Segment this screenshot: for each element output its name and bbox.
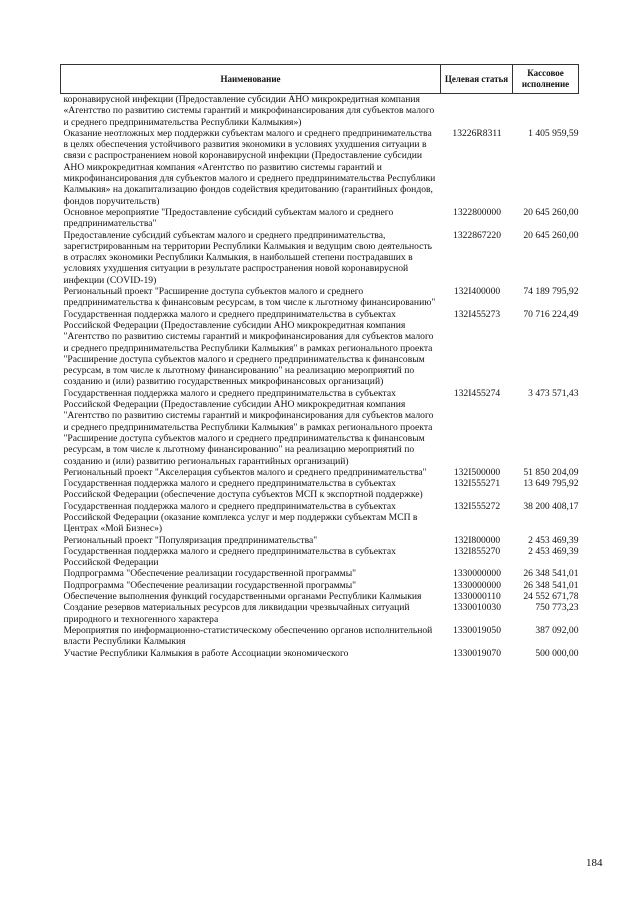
row-sum-cell: 13 649 795,92 xyxy=(523,478,579,490)
row-code-cell: 132I555272 xyxy=(453,500,501,512)
row-name-cell: Создание резервов материальных ресурсов для ликвидации чрезвычайных ситуаций природного и техногенного характера xyxy=(63,602,410,625)
budget-table xyxy=(60,64,579,659)
row-code-cell: 1330000110 xyxy=(453,591,501,603)
row-code-cell: 13226R8311 xyxy=(452,127,502,139)
row-code-cell: 132I500000 xyxy=(453,466,501,478)
row-name-cell: Подпрограмма "Обеспечение реализации государственной программы" xyxy=(63,568,357,580)
table-row xyxy=(61,648,579,659)
row-name-cell: Государственная поддержка малого и среднего предпринимательства в субъектах Российской Федерации (обеспечение доступа субъектов МСП к экспортной поддержке) xyxy=(63,478,423,501)
row-name-cell: Мероприятия по информационно-статистическому обеспечению органов исполнительной власти Республики Калмыкия xyxy=(63,624,433,648)
row-code-cell: 1330019070 xyxy=(453,647,501,659)
row-code-cell: 132I800000 xyxy=(453,534,501,546)
row-name-cell: Региональный проект "Популяризация предпринимательства" xyxy=(63,534,318,546)
row-code-cell: 132I455274 xyxy=(453,387,501,399)
page-number: 184 xyxy=(586,857,603,869)
row-name-cell: Региональный проект "Расширение доступа субъектов малого и среднего предпринимательства к финансовым ресурсам, в том числе к льготному финансированию" xyxy=(63,286,436,309)
row-sum-cell: 26 348 541,01 xyxy=(523,579,579,591)
table-header xyxy=(61,65,579,94)
table-row xyxy=(61,625,579,648)
row-name-cell: Государственная поддержка малого и среднего предпринимательства в субъектах Российской Федерации (Предоставление субсидии АНО микрокредитная компания "Агентство по развитию системы гарантий и микрофинансирования для субъектов малого и среднего предпринимательства Республики Калмыкия" в рамках регионального проекта "Расширение доступа субъектов малого и среднего предпринимательства к финансовым ресурсам, в том числе к льготному финансированию" на реализацию мероприятий по созданию и (или) развитию государственных микрофинансовых организаций) xyxy=(63,308,434,388)
row-sum-cell: 20 645 260,00 xyxy=(523,206,579,218)
row-sum-cell: 2 453 469,39 xyxy=(528,545,579,557)
table-row xyxy=(61,478,579,501)
row-code-cell: 1330019050 xyxy=(453,624,501,636)
row-sum-cell: 74 189 795,92 xyxy=(523,286,579,298)
header-row xyxy=(61,65,579,94)
row-name-cell: Региональный проект "Акселерация субъектов малого и среднего предпринимательства" xyxy=(63,466,427,478)
row-sum-cell: 500 000,00 xyxy=(535,647,579,659)
table-row xyxy=(61,128,579,207)
budget-table-sheet xyxy=(60,64,578,659)
table-row xyxy=(61,580,579,591)
table-row xyxy=(61,309,579,388)
row-code-cell: 1330010030 xyxy=(453,602,501,614)
row-code-cell: 1330000000 xyxy=(453,568,501,580)
row-sum-cell: 750 773,23 xyxy=(535,602,579,614)
header-code: Целевая статья xyxy=(441,65,513,94)
row-sum-cell: 1 405 959,59 xyxy=(528,127,579,139)
row-name-cell: Участие Республики Калмыкия в работе Ассоциации экономического xyxy=(63,647,349,659)
table-row xyxy=(61,568,579,579)
row-code-cell: 132I555271 xyxy=(453,478,501,490)
row-name-cell: Основное мероприятие "Предоставление субсидий субъектам малого и среднего предпринимательства" xyxy=(63,206,394,230)
table-row xyxy=(61,546,579,569)
row-name-cell: коронавирусной инфекции (Предоставление субсидии АНО микрокредитная компания «Агентство по развитию системы гарантий и микрофинансирования для субъектов малого и среднего предпринимательства Республики Калмыкия») xyxy=(63,94,435,128)
row-sum-cell: 2 453 469,39 xyxy=(528,534,579,546)
row-code-cell xyxy=(441,94,513,128)
table-row xyxy=(61,602,579,625)
table-row xyxy=(61,94,579,128)
row-sum-cell: 3 473 571,43 xyxy=(528,387,579,399)
row-code-cell: 1322800000 xyxy=(453,206,501,218)
row-sum-cell: 26 348 541,01 xyxy=(523,568,579,580)
row-sum-cell: 387 092,00 xyxy=(535,624,579,636)
row-name-cell: Государственная поддержка малого и среднего предпринимательства в субъектах Российской Федерации (оказание комплекса услуг и мер поддержки субъектам МСП в Центрах «Мой Бизнес») xyxy=(63,500,418,535)
row-sum-cell: 70 716 224,49 xyxy=(523,308,579,320)
table-row xyxy=(61,207,579,230)
row-name-cell: Предоставление субсидий субъектам малого и среднего предпринимательства, зарегистрированным на территории Республики Калмыкия и ведущим свою деятельность в отраслях экономики Республики Калмыкия, в наибольшей степени пострадавших в условиях ухудшения ситуации в результате распространения новой коронавирусной инфекции (COVID-19) xyxy=(63,229,433,286)
table-row xyxy=(61,467,579,478)
row-code-cell: 132I855270 xyxy=(453,545,501,557)
table-row xyxy=(61,388,579,467)
row-code-cell: 132I400000 xyxy=(453,286,501,298)
table-body xyxy=(61,94,579,659)
row-code-cell: 132I455273 xyxy=(453,308,501,320)
row-name-cell: Подпрограмма "Обеспечение реализации государственной программы" xyxy=(63,579,357,591)
table-row xyxy=(61,591,579,602)
table-row xyxy=(61,501,579,535)
table-row xyxy=(61,535,579,546)
header-name: Наименование xyxy=(61,65,441,94)
row-name-cell: Государственная поддержка малого и среднего предпринимательства в субъектах Российской Федерации (Предоставление субсидии АНО микрокредитная компания "Агентство по развитию системы гарантий и микрофинансирования для субъектов малого и среднего предпринимательства Республики Калмыкия" в рамках регионального проекта "Расширение доступа субъектов малого и среднего предпринимательства к финансовым ресурсам, в том числе к льготному финансированию" на реализацию мероприятий по созданию и (или) развитию региональных гарантийных организаций) xyxy=(63,387,434,467)
row-sum-cell: 51 850 204,09 xyxy=(523,466,579,478)
header-sum: Кассовое исполнение xyxy=(513,65,579,94)
row-name-cell: Обеспечение выполнения функций государственными органами Республики Калмыкия xyxy=(63,591,422,603)
row-name-cell: Оказание неотложных мер поддержки субъектам малого и среднего предпринимательства в целях обеспечения устойчивого развития экономики в условиях ухудшения ситуации в связи с распространением новой коронавирусной инфекции (Предоставление субсидии АНО микрокредитная компания «Агентство по развитию системы гарантий и микрофинансирования для субъектов малого и среднего предпринимательства Республики Калмыкия» на докапитализацию фондов содействия кредитованию (гарантийных фондов, фондов поручительств) xyxy=(63,127,436,207)
row-sum-cell: 38 200 408,17 xyxy=(523,500,579,512)
row-sum-cell xyxy=(513,94,579,128)
row-code-cell: 1322867220 xyxy=(453,229,501,241)
table-row xyxy=(61,230,579,286)
row-name-cell: Государственная поддержка малого и среднего предпринимательства в субъектах Российской Федерации xyxy=(63,545,396,569)
row-sum-cell: 24 552 671,78 xyxy=(523,591,579,603)
row-code-cell: 1330000000 xyxy=(453,579,501,591)
row-sum-cell: 20 645 260,00 xyxy=(523,229,579,241)
table-row xyxy=(61,286,579,309)
